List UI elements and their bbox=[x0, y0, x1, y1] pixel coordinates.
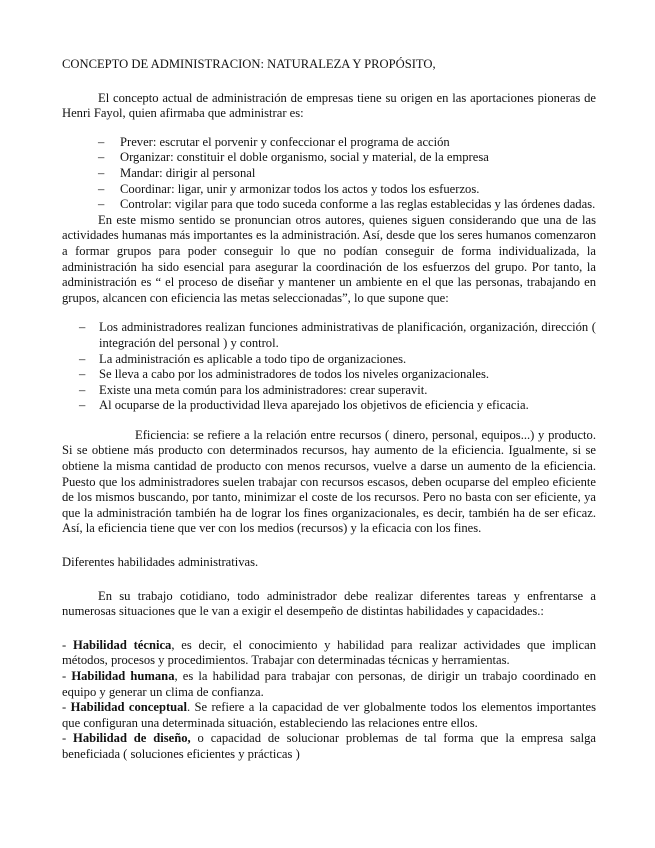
skills-heading: Diferentes habilidades administrativas. bbox=[62, 555, 259, 570]
list-item-text: Existe una meta común para los administradores: crear superavit. bbox=[99, 382, 428, 397]
list-item-text: Prever: escrutar el porvenir y confeccionar el programa de acción bbox=[120, 134, 450, 149]
list-item-text: Al ocuparse de la productividad lleva aparejado los objetivos de eficiencia y eficacia. bbox=[99, 398, 529, 413]
skill-prefix: - bbox=[62, 731, 74, 746]
list-item-text: Coordinar: ligar, unir y armonizar todos los actos y todos los esfuerzos. bbox=[120, 181, 480, 196]
dash-bullet: – bbox=[79, 351, 86, 366]
skills-intro-paragraph: En su trabajo cotidiano, todo administrador debe realizar diferentes tareas y enfrentarse a numerosas situaciones que le van a exigir el desempeño de distintas habilidades y capacidades.: bbox=[62, 588, 596, 619]
dash-bullet: – bbox=[98, 165, 105, 180]
definition-paragraph: En este mismo sentido se pronuncian otros autores, quienes siguen considerando que una de las actividades humanas más importantes es la administración. Así, desde que los seres humanos comenzaron a formar grupos para poder conseguir lo que no podían conseguir de forma individualizada, la administración ha sido esencial para asegurar la coordinación de los esfuerzos del grupo. Por tanto, la administración es “ el proceso de diseñar y mantener un ambiente en el que las personas, trabajando en grupos, alcancen con eficiencia las metas seleccionadas”, lo que supone que: bbox=[62, 212, 596, 305]
dash-bullet: – bbox=[79, 320, 86, 335]
skill-description: . Se refiere a la capacidad de ver globalmente todos los elementos importantes que configuran una determinada situación, estableciendo las relaciones entre ellos. bbox=[62, 700, 596, 730]
document-page bbox=[62, 57, 596, 763]
skill-term: Habilidad conceptual bbox=[70, 700, 187, 715]
dash-bullet: – bbox=[98, 181, 105, 196]
efficiency-paragraph: Eficiencia: se refiere a la relación entre recursos ( dinero, personal, equipos...) y producto. Si se obtiene más producto con determinados recursos, hay aumento de la eficiencia. Igualmente, si se obtiene la misma cantidad de producto con menos recursos, vuelve a darse un aumento de la eficiencia. Puesto que los administradores suelen trabajar con recursos escasos, deben ocuparse del empleo eficiente de los mismos buscando, por tanto, minimizar el coste de los recursos. Pero no basta con ser eficiente, ya que la administración también ha de lograr los fines organizacionales, es decir, también ha de ser eficaz. Así, la eficiencia tiene que ver con los medios (recursos) y la eficacia con los fines. bbox=[62, 427, 596, 536]
document-title: CONCEPTO DE ADMINISTRACION: NATURALEZA Y PROPÓSITO, bbox=[62, 57, 436, 71]
list-item-text: Controlar: vigilar para que todo suceda conforme a las reglas establecidas y las órdenes dadas. bbox=[120, 197, 596, 212]
skill-conceptual bbox=[62, 700, 596, 731]
skill-technical bbox=[62, 638, 596, 669]
list-item bbox=[79, 320, 596, 351]
skill-prefix: - bbox=[62, 700, 71, 715]
list-item-text: Se lleva a cabo por los administradores de todos los niveles organizacionales. bbox=[99, 367, 490, 382]
list-item bbox=[79, 383, 596, 399]
list-item bbox=[98, 182, 596, 198]
dash-bullet: – bbox=[98, 150, 105, 165]
dash-bullet: – bbox=[98, 134, 105, 149]
skill-human bbox=[62, 669, 596, 700]
skill-term: Habilidad técnica bbox=[72, 637, 172, 652]
dash-bullet: – bbox=[79, 398, 86, 413]
list-item bbox=[98, 150, 596, 166]
skill-prefix: - bbox=[62, 637, 73, 652]
list-item bbox=[98, 166, 596, 182]
dash-bullet: – bbox=[79, 367, 86, 382]
list-item bbox=[79, 352, 596, 368]
skill-term: Habilidad humana bbox=[71, 669, 175, 683]
skill-design bbox=[62, 731, 596, 762]
dash-bullet: – bbox=[98, 197, 105, 212]
list-item-text: Mandar: dirigir al personal bbox=[120, 165, 256, 180]
skills-list bbox=[62, 638, 596, 763]
list-item-text: La administración es aplicable a todo tipo de organizaciones. bbox=[99, 351, 407, 366]
skill-term: Habilidad de diseño, bbox=[73, 731, 191, 746]
administration-implications-list bbox=[79, 320, 596, 414]
list-item bbox=[98, 197, 596, 213]
list-item-text: Organizar: constituir el doble organismo, social y material, de la empresa bbox=[120, 150, 489, 165]
list-item bbox=[98, 135, 596, 151]
list-item bbox=[79, 367, 596, 383]
list-item bbox=[79, 398, 596, 414]
skill-prefix: - bbox=[62, 669, 72, 683]
list-item-text: Los administradores realizan funciones administrativas de planificación, organización, dirección ( integración del personal ) y control. bbox=[99, 320, 596, 350]
skill-description: , es decir, el conocimiento y habilidad para realizar actividades que implican métodos, procesos y procedimientos. Trabajar con determinadas técnicas y herramientas. bbox=[62, 637, 597, 668]
skill-description: o capacidad de solucionar problemas de tal forma que la empresa salga beneficiada ( soluciones eficientes y prácticas ) bbox=[62, 731, 596, 761]
dash-bullet: – bbox=[79, 382, 86, 397]
intro-paragraph: El concepto actual de administración de empresas tiene su origen en las aportaciones pioneras de Henri Fayol, quien afirmaba que administrar es: bbox=[62, 90, 596, 121]
fayol-functions-list bbox=[98, 135, 596, 213]
skill-description: , es la habilidad para trabajar con personas, de dirigir un trabajo coordinado en equipo y generar un clima de confianza. bbox=[62, 669, 596, 699]
